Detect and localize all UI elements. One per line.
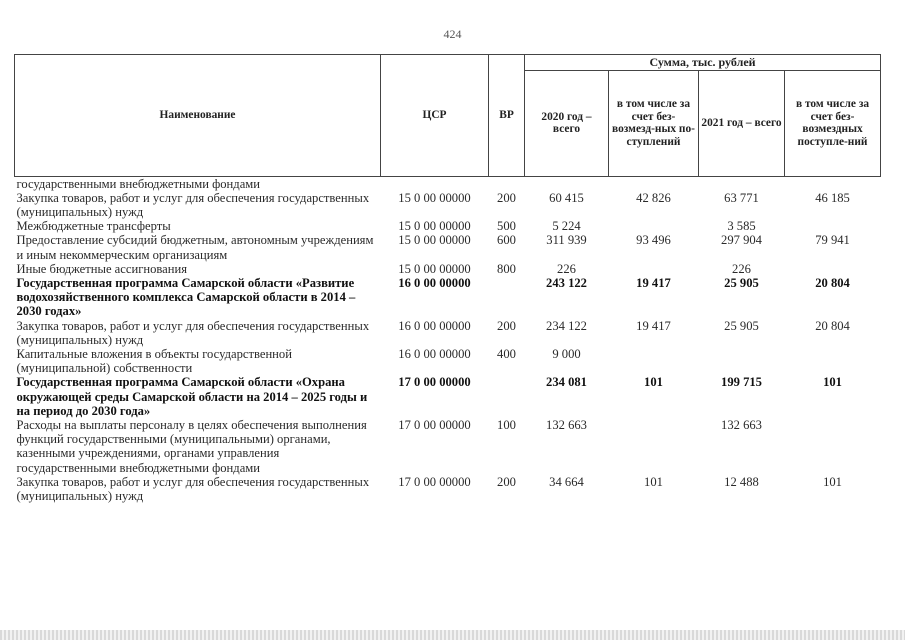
row-2020-free bbox=[609, 219, 699, 233]
row-name: Закупка товаров, работ и услуг для обеспечения государственных (муниципальных) нужд bbox=[16, 318, 370, 347]
row-2021-free: 101 bbox=[823, 375, 842, 390]
row-2020-total: 132 663 bbox=[546, 418, 587, 433]
row-name: Межбюджетные трансферты bbox=[16, 219, 171, 234]
header-2021-free: в том числе за счет без-возмездных поступле-ний bbox=[785, 70, 881, 176]
row-csr: 15 0 00 00000 bbox=[398, 233, 471, 248]
table-row bbox=[15, 176, 881, 191]
row-2021-free bbox=[785, 347, 881, 375]
row-2021-total: 63 771 bbox=[724, 190, 759, 205]
row-csr: 16 0 00 00000 bbox=[398, 276, 471, 291]
header-2021-total: 2021 год – всего bbox=[699, 70, 785, 176]
row-name: Предоставление субсидий бюджетным, автономным учреждениям и иным некоммерческим организациям bbox=[16, 233, 374, 262]
row-2021-total bbox=[699, 347, 785, 375]
program-row bbox=[15, 375, 881, 418]
row-2020-total: 9 000 bbox=[552, 347, 581, 362]
row-2020-total: 234 081 bbox=[546, 375, 587, 390]
table-row bbox=[15, 219, 881, 233]
row-vr: 800 bbox=[497, 261, 516, 276]
table-row bbox=[15, 319, 881, 347]
row-name: Иные бюджетные ассигнования bbox=[16, 261, 188, 276]
row-2020-free: 101 bbox=[644, 375, 663, 390]
header-2020-total: 2020 год – всего bbox=[525, 70, 609, 176]
page-number: 424 bbox=[443, 27, 462, 41]
row-vr: 100 bbox=[497, 418, 516, 433]
row-csr: 17 0 00 00000 bbox=[398, 418, 471, 433]
row-2020-total: 234 122 bbox=[546, 318, 587, 333]
row-2021-free: 101 bbox=[823, 474, 842, 489]
budget-table bbox=[14, 54, 881, 503]
row-2020-free bbox=[609, 347, 699, 375]
row-2021-total: 25 905 bbox=[724, 318, 759, 333]
row-2021-total: 25 905 bbox=[724, 276, 759, 291]
row-vr: 500 bbox=[497, 219, 516, 234]
row-2021-total: 199 715 bbox=[721, 375, 762, 390]
row-vr bbox=[489, 276, 525, 319]
row-2020-free bbox=[609, 418, 699, 475]
scan-edge-strip bbox=[0, 630, 905, 640]
row-2021-total: 297 904 bbox=[721, 233, 762, 248]
row-name: Государственная программа Самарской области «Развитие водохозяйственного комплекса Самарской области в 2014 – 2030 годах» bbox=[16, 276, 356, 319]
row-2021-free: 79 941 bbox=[815, 233, 850, 248]
row-2020-total: 5 224 bbox=[552, 219, 581, 234]
row-csr: 15 0 00 00000 bbox=[398, 190, 471, 205]
row-2021-total: 3 585 bbox=[727, 219, 756, 234]
table-row bbox=[15, 262, 881, 276]
row-vr: 400 bbox=[497, 347, 516, 362]
table-row bbox=[15, 191, 881, 219]
row-2021-total: 132 663 bbox=[721, 418, 762, 433]
row-2020-free: 101 bbox=[644, 474, 663, 489]
header-vr: ВР bbox=[489, 55, 525, 177]
row-vr: 200 bbox=[497, 190, 516, 205]
row-csr bbox=[381, 176, 489, 191]
header-sum: Сумма, тыс. рублей bbox=[525, 55, 881, 71]
table-row bbox=[15, 475, 881, 503]
row-2021-free bbox=[785, 219, 881, 233]
row-name: Государственная программа Самарской области «Охрана окружающей среды Самарской области на 2014 – 2025 годы и на период до 2030 года» bbox=[16, 375, 368, 418]
row-2020-free bbox=[609, 176, 699, 191]
row-2020-total: 311 939 bbox=[546, 233, 587, 248]
row-name: Расходы на выплаты персоналу в целях обеспечения выполнения функций государственными (муниципальными) органами, казенными учреждениями, органами управления государственными внебюджетными фондами bbox=[16, 418, 367, 475]
row-2020-total: 243 122 bbox=[546, 276, 587, 291]
row-csr: 15 0 00 00000 bbox=[398, 219, 471, 234]
row-2020-total: 34 664 bbox=[549, 474, 584, 489]
row-2021-free: 46 185 bbox=[815, 190, 850, 205]
row-2021-total: 226 bbox=[732, 261, 751, 276]
row-csr: 17 0 00 00000 bbox=[398, 375, 471, 390]
row-2021-free bbox=[785, 176, 881, 191]
row-csr: 16 0 00 00000 bbox=[398, 347, 471, 362]
row-2021-total bbox=[699, 176, 785, 191]
row-name: Капитальные вложения в объекты государственной (муниципальной) собственности bbox=[16, 347, 292, 376]
row-csr: 17 0 00 00000 bbox=[398, 474, 471, 489]
header-csr: ЦСР bbox=[381, 55, 489, 177]
row-csr: 16 0 00 00000 bbox=[398, 318, 471, 333]
row-vr: 200 bbox=[497, 474, 516, 489]
program-row bbox=[15, 276, 881, 319]
row-2021-free bbox=[785, 418, 881, 475]
row-csr: 15 0 00 00000 bbox=[398, 261, 471, 276]
row-name: государственными внебюджетными фондами bbox=[16, 176, 260, 191]
row-vr bbox=[489, 176, 525, 191]
header-2020-free: в том числе за счет без-возмезд-ных по-ступлений bbox=[609, 70, 699, 176]
row-2020-free: 19 417 bbox=[636, 318, 671, 333]
row-2020-total bbox=[525, 176, 609, 191]
row-2020-total: 226 bbox=[557, 261, 576, 276]
row-2020-free: 19 417 bbox=[636, 276, 671, 291]
row-vr: 600 bbox=[497, 233, 516, 248]
row-name: Закупка товаров, работ и услуг для обеспечения государственных (муниципальных) нужд bbox=[16, 474, 370, 504]
row-name: Закупка товаров, работ и услуг для обеспечения государственных (муниципальных) нужд bbox=[16, 190, 370, 219]
row-2020-total: 60 415 bbox=[549, 190, 584, 205]
table-row bbox=[15, 233, 881, 261]
row-2020-free: 42 826 bbox=[636, 190, 671, 205]
row-2021-free bbox=[785, 262, 881, 276]
row-2020-free bbox=[609, 262, 699, 276]
row-vr bbox=[489, 375, 525, 418]
table-row bbox=[15, 418, 881, 475]
row-2021-free: 20 804 bbox=[815, 318, 850, 333]
row-2021-total: 12 488 bbox=[724, 474, 759, 489]
table-header bbox=[15, 55, 881, 177]
table-row bbox=[15, 347, 881, 375]
header-name: Наименование bbox=[15, 55, 381, 177]
row-2020-free: 93 496 bbox=[636, 233, 671, 248]
row-vr: 200 bbox=[497, 318, 516, 333]
row-2021-free: 20 804 bbox=[815, 276, 850, 291]
